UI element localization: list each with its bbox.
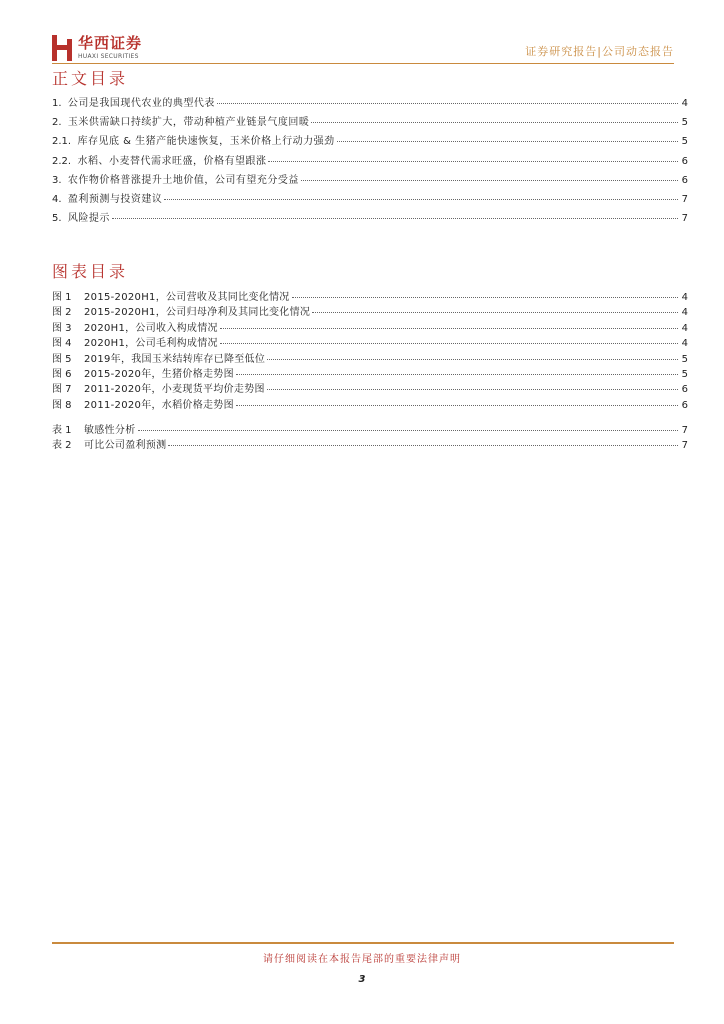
figures-title: 图表目录 [52, 262, 129, 281]
toc-item-page: 5 [681, 117, 688, 129]
toc-item[interactable] [52, 137, 688, 156]
toc-item-label: 风险提示 [67, 213, 110, 225]
figure-item[interactable] [52, 324, 688, 339]
table-item-number: 表 1 [52, 425, 72, 436]
toc-item-number: 2.2. [52, 155, 78, 167]
figures-list [52, 293, 688, 416]
toc-item-label: 玉米供需缺口持续扩大，带动种植产业链景气度回暖 [67, 117, 310, 129]
toc-item-label: 水稻、小麦替代需求旺盛，价格有望跟涨 [77, 155, 267, 167]
figure-item-label: 2015-2020年，生猪价格走势图 [84, 368, 234, 380]
company-logo [52, 34, 142, 62]
figure-item-label: 2019年，我国玉米结转库存已降至低位 [84, 353, 266, 365]
toc-leader [168, 445, 678, 446]
toc-leader [220, 343, 678, 344]
report-type-label: 证券研究报告|公司动态报告 [525, 45, 674, 58]
figure-item[interactable] [52, 355, 688, 370]
figure-item-page: 5 [681, 353, 688, 365]
table-item-label: 可比公司盈利预测 [84, 440, 167, 452]
figure-item-label: 2011-2020年，水稻价格走势图 [84, 399, 234, 411]
huaxi-logo-icon [52, 35, 72, 61]
figure-item-number: 图 8 [52, 399, 72, 411]
table-item-page: 7 [681, 440, 688, 452]
toc-item[interactable] [52, 99, 688, 118]
toc-leader [267, 389, 678, 390]
toc-item-number: 4. [52, 193, 68, 205]
table-item-label: 敏感性分析 [84, 425, 136, 436]
logo-chinese-name: 华西证券 [78, 34, 143, 52]
toc-item-page: 7 [681, 193, 688, 205]
figure-item-label: 2020H1，公司收入构成情况 [84, 322, 218, 334]
toc-leader [112, 218, 678, 219]
toc-item-number: 3. [52, 174, 68, 186]
legal-disclaimer-notice: 请仔细阅读在本报告尾部的重要法律声明 [263, 954, 461, 965]
toc-item-label: 库存见底 & 生猪产能快速恢复，玉米价格上行动力强劲 [77, 136, 335, 148]
toc-leader [217, 103, 678, 104]
figure-item-number: 图 4 [52, 338, 72, 350]
figure-item[interactable] [52, 401, 688, 416]
toc-item-number: 5. [52, 213, 68, 225]
contents-list [52, 99, 688, 233]
figure-item-label: 2015-2020H1，公司营收及其同比变化情况 [84, 292, 290, 303]
toc-item-number: 1. [52, 98, 68, 109]
figure-item-number: 图 2 [52, 307, 72, 319]
toc-item[interactable] [52, 176, 688, 195]
figure-item[interactable] [52, 385, 688, 400]
figure-item-page: 5 [681, 368, 688, 380]
toc-item-page: 6 [681, 174, 688, 186]
toc-item[interactable] [52, 195, 688, 214]
contents-title: 正文目录 [52, 69, 129, 88]
figure-item-label: 2015-2020H1，公司归母净利及其同比变化情况 [84, 307, 311, 319]
toc-leader [312, 312, 678, 313]
figure-item-number: 图 7 [52, 384, 72, 396]
figure-item-page: 4 [681, 322, 688, 334]
toc-item-number: 2. [52, 117, 68, 129]
toc-leader [292, 297, 678, 298]
figure-item-label: 2020H1，公司毛利构成情况 [84, 338, 218, 350]
toc-leader [267, 359, 678, 360]
figure-item[interactable] [52, 308, 688, 323]
figure-item-number: 图 6 [52, 368, 72, 380]
toc-leader [268, 161, 678, 162]
logo-english-name: HUAXI SECURITIES [78, 53, 139, 60]
toc-item[interactable] [52, 214, 688, 233]
toc-leader [301, 180, 678, 181]
toc-leader [138, 430, 679, 431]
figure-item-page: 4 [681, 338, 688, 350]
toc-leader [236, 405, 678, 406]
toc-item-page: 7 [681, 213, 688, 225]
toc-item-number: 2.1. [52, 136, 78, 148]
figure-item-number: 图 1 [52, 292, 72, 303]
figure-item-number: 图 3 [52, 322, 72, 334]
table-item[interactable] [52, 441, 688, 456]
toc-item-label: 盈利预测与投资建议 [67, 193, 163, 205]
figure-item-page: 4 [681, 292, 688, 303]
figure-item-page: 6 [681, 384, 688, 396]
toc-item[interactable] [52, 118, 688, 137]
page-number: 3 [358, 974, 366, 985]
toc-item-page: 5 [681, 136, 688, 148]
toc-item-page: 6 [681, 155, 688, 167]
figure-item-number: 图 5 [52, 353, 72, 365]
tables-list [52, 426, 688, 457]
figure-item-page: 4 [681, 307, 688, 319]
toc-leader [311, 122, 678, 123]
toc-leader [236, 374, 678, 375]
table-item-page: 7 [681, 425, 688, 436]
footer-divider [52, 942, 674, 944]
figure-item-label: 2011-2020年，小麦现货平均价走势图 [84, 384, 265, 396]
page-header [52, 34, 674, 62]
figure-item-page: 6 [681, 399, 688, 411]
toc-item-label: 公司是我国现代农业的典型代表 [67, 98, 215, 109]
table-item-number: 表 2 [52, 440, 72, 452]
toc-leader [164, 199, 678, 200]
toc-leader [220, 328, 678, 329]
header-divider [52, 63, 674, 64]
toc-item[interactable] [52, 157, 688, 176]
figure-item[interactable] [52, 339, 688, 354]
toc-leader [337, 141, 678, 142]
toc-item-page: 4 [681, 98, 688, 109]
toc-item-label: 农作物价格普涨提升土地价值，公司有望充分受益 [67, 174, 299, 186]
